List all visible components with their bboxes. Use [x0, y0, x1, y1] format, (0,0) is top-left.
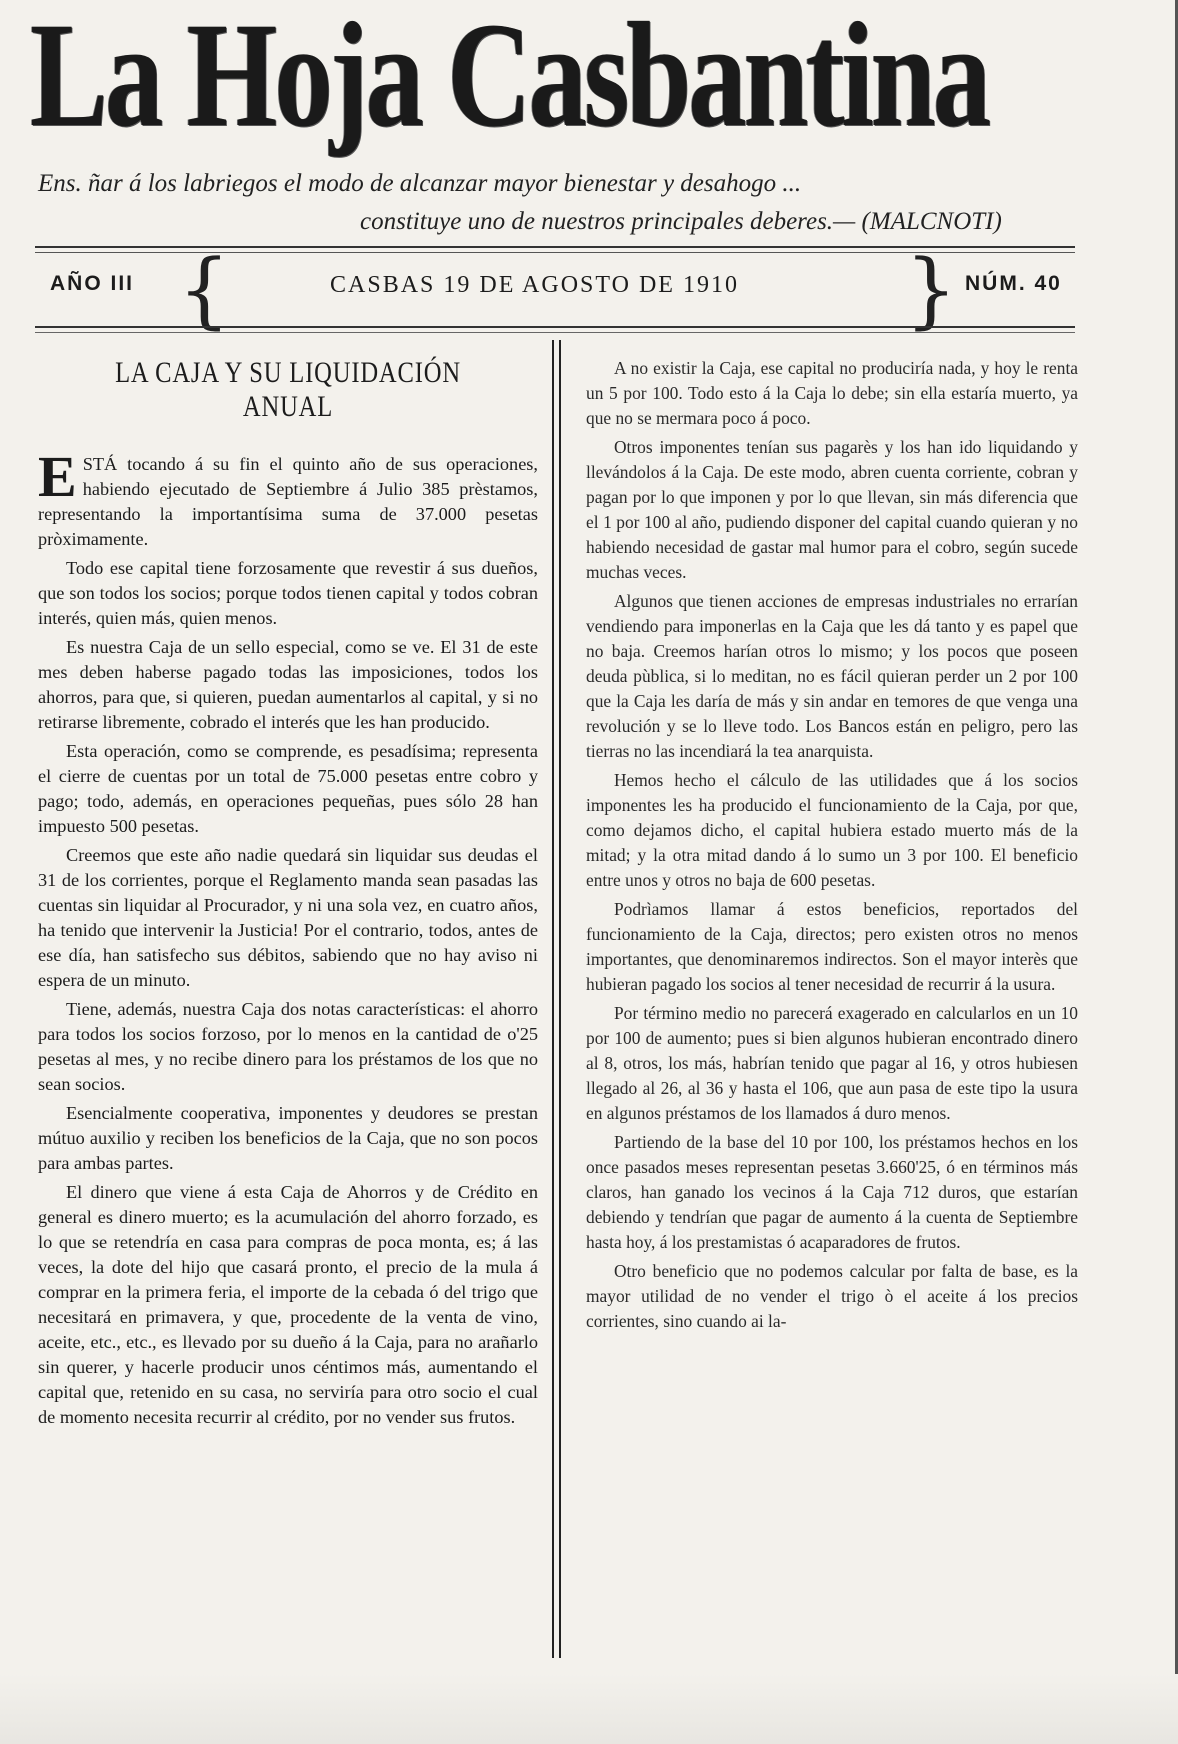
issue-number: NÚM. 40 [965, 272, 1062, 295]
paragraph-text: STÁ tocando á su fin el quinto año de sus operaciones, habiendo ejecutado de Septiembre á Julio 385 prèstamos, representando la importantísima suma de 37.000 pesetas pròximamente. [38, 454, 538, 549]
column-divider-double [559, 340, 561, 1658]
left-brace-ornament: { [178, 243, 231, 338]
motto-line-2: constituye uno de nuestros principales deberes.— (MALCNOTI) [360, 208, 1002, 235]
article-paragraph: A no existir la Caja, ese capital no produciría nada, y hoy le renta un 5 por 100. Todo esto á la Caja lo debe; sin ella estaría muerto, ya que no se mermara poco á poco. [586, 358, 1078, 428]
article-column-right [586, 356, 1078, 1334]
drop-cap: E [38, 444, 77, 509]
article-paragraph: Hemos hecho el cálculo de las utilidades que á los socios imponentes les ha producido el funcionamiento de la Caja, por que, como dejamos dicho, el capital hubiera estado muerto más de la mitad; y la otra mitad dando á lo sumo un 3 por 100. El beneficio entre unos y otros no baja de 600 pesetas. [586, 770, 1078, 890]
article-paragraph: Esta operación, como se comprende, es pesadísima; representa el cierre de cuentas por un total de 75.000 pesetas entre cobro y pago; todo, además, en operaciones pequeñas, pues sólo 28 han impuesto 500 pesetas. [38, 741, 538, 836]
article-paragraph: Partiendo de la base del 10 por 100, los préstamos hechos en los once pasados meses representan pesetas 3.660'25, ó en términos más claros, han ganado los vecinos á la Caja 712 duros, que estarían debiendo y tendrían que pagar de aumento á la cuenta de Septiembre hasta hoy, á los prestamistas ó acaparadores de frutos. [586, 1132, 1078, 1252]
article-paragraph: El dinero que viene á esta Caja de Ahorros y de Crédito en general es dinero muerto; es la acumulación del ahorro forzado, es lo que se retendría en casa para compras de poca monta, es; á las veces, la dote del hijo que casará pronto, el precio de la mula á comprar en la primera feria, el importe de la cebada ó del trigo que necesitará en primavera, y que, procedente de la venta de vino, aceite, etc., etc., es llevado por su dueño á la Caja, para no arañarlo sin querer, y hacerle producir unos céntimos más, aumentando el capital que, retenido en su casa, no serviría para otro socio el cual de momento necesita recurrir al crédito, por no vender sus frutos. [38, 1182, 538, 1427]
right-brace-ornament: } [905, 243, 958, 338]
page-bottom-margin [0, 1674, 1178, 1744]
article-paragraph: Todo ese capital tiene forzosamente que revestir á sus dueños, que son todos los socios; porque todos tienen capital y todos cobran interés, quien más, quien menos. [38, 558, 538, 628]
article-paragraph: Esencialmente cooperativa, imponentes y deudores se prestan mútuo auxilio y reciben los beneficios de la Caja, que no son pocos para ambas partes. [38, 1103, 538, 1173]
masthead-title: La Hoja Casbantina [30, 0, 989, 158]
article-paragraph: Es nuestra Caja de un sello especial, como se ve. El 31 de este mes deben haberse pagado todas las imposiciones, todos los ahorros, para que, si quieren, puedan aumentarlos al capital, y si no retirarse libremente, cobrado el interés que les han producido. [38, 637, 538, 732]
article-paragraph: Otro beneficio que no podemos calcular por falta de base, es la mayor utilidad de no vender el trigo ò el aceite á los precios corrientes, sino cuando ai la- [586, 1261, 1078, 1331]
issue-year: AÑO III [50, 272, 135, 295]
article-paragraph: Tiene, además, nuestra Caja dos notas características: el ahorro para todos los socios forzoso, por lo menos en la cantidad de o'25 pesetas al mes, y no recibe dinero para los préstamos de los que no sean socios. [38, 999, 538, 1094]
article-paragraph: Otros imponentes tenían sus pagarès y los han ido liquidando y llevándolos á la Caja. De este modo, abren cuenta corriente, cobran y pagan por lo que imponen y por lo que llevan, sin más diferencia que el 1 por 100 al año, pudiendo disponer del capital cuando quieran y no habiendo necesidad de gastar mal humor para el cobro, según sucede muchas veces. [586, 437, 1078, 582]
article-title: LA CAJA Y SU LIQUIDACIÓN ANUAL [115, 356, 461, 423]
header-rule-thin [35, 332, 1075, 333]
motto-line-1: Ens. ñar á los labriegos el modo de alcanzar mayor bienestar y desahogo ... [38, 170, 802, 197]
column-divider [552, 340, 554, 1658]
header-rule [35, 326, 1075, 328]
article-paragraph: Algunos que tienen acciones de empresas industriales no errarían vendiendo para imponerlas en la Caja que les dá tanto y es papel que no baja. Creemos harían otros lo mismo; y los pocos que poseen deuda pùblica, si lo meditan, no es fácil quieran perder un 2 por 100 que la Caja les daría de más y sin andar en temores de que venga una revolución y se lo lleve todo. Los Bancos están en peligro, pero las tierras no las incendiará la tea anarquista. [586, 591, 1078, 761]
article-paragraph: Podrìamos llamar á estos beneficios, reportados del funcionamiento de la Caja, directos; pero existen otros no menos importantes, que denominaremos indirectos. Son el mayor interès que hubieran pagado los socios al tener necesidad de recurrir á la usura. [586, 899, 1078, 994]
article-paragraph: Creemos que este año nadie quedará sin liquidar sus deudas el 31 de los corrientes, porque el Reglamento manda sean pasadas las cuentas sin liquidar al Procurador, y ni una sola vez, en cuatro años, ha tenido que intervenir la Justicia! Por el contrario, todos, antes de ese día, han satisfecho sus débitos, sabiendo que no hay aviso ni espera de un minuto. [38, 845, 538, 990]
issue-dateline: CASBAS 19 DE AGOSTO DE 1910 [330, 272, 739, 298]
article-paragraph: Por término medio no parecerá exagerado en calcularlos en un 10 por 100 de aumento; pues si bien algunos hubieran encontrado dinero al 8, otros, los más, habrían tenido que pagar al 16, y otros hubiesen llegado al 26, al 36 y hasta el 106, que aun pasa de este tipo la usura en algunos préstamos de los llamados á duro menos. [586, 1003, 1078, 1123]
article-paragraph [38, 444, 538, 552]
article-column-left [38, 356, 538, 1430]
